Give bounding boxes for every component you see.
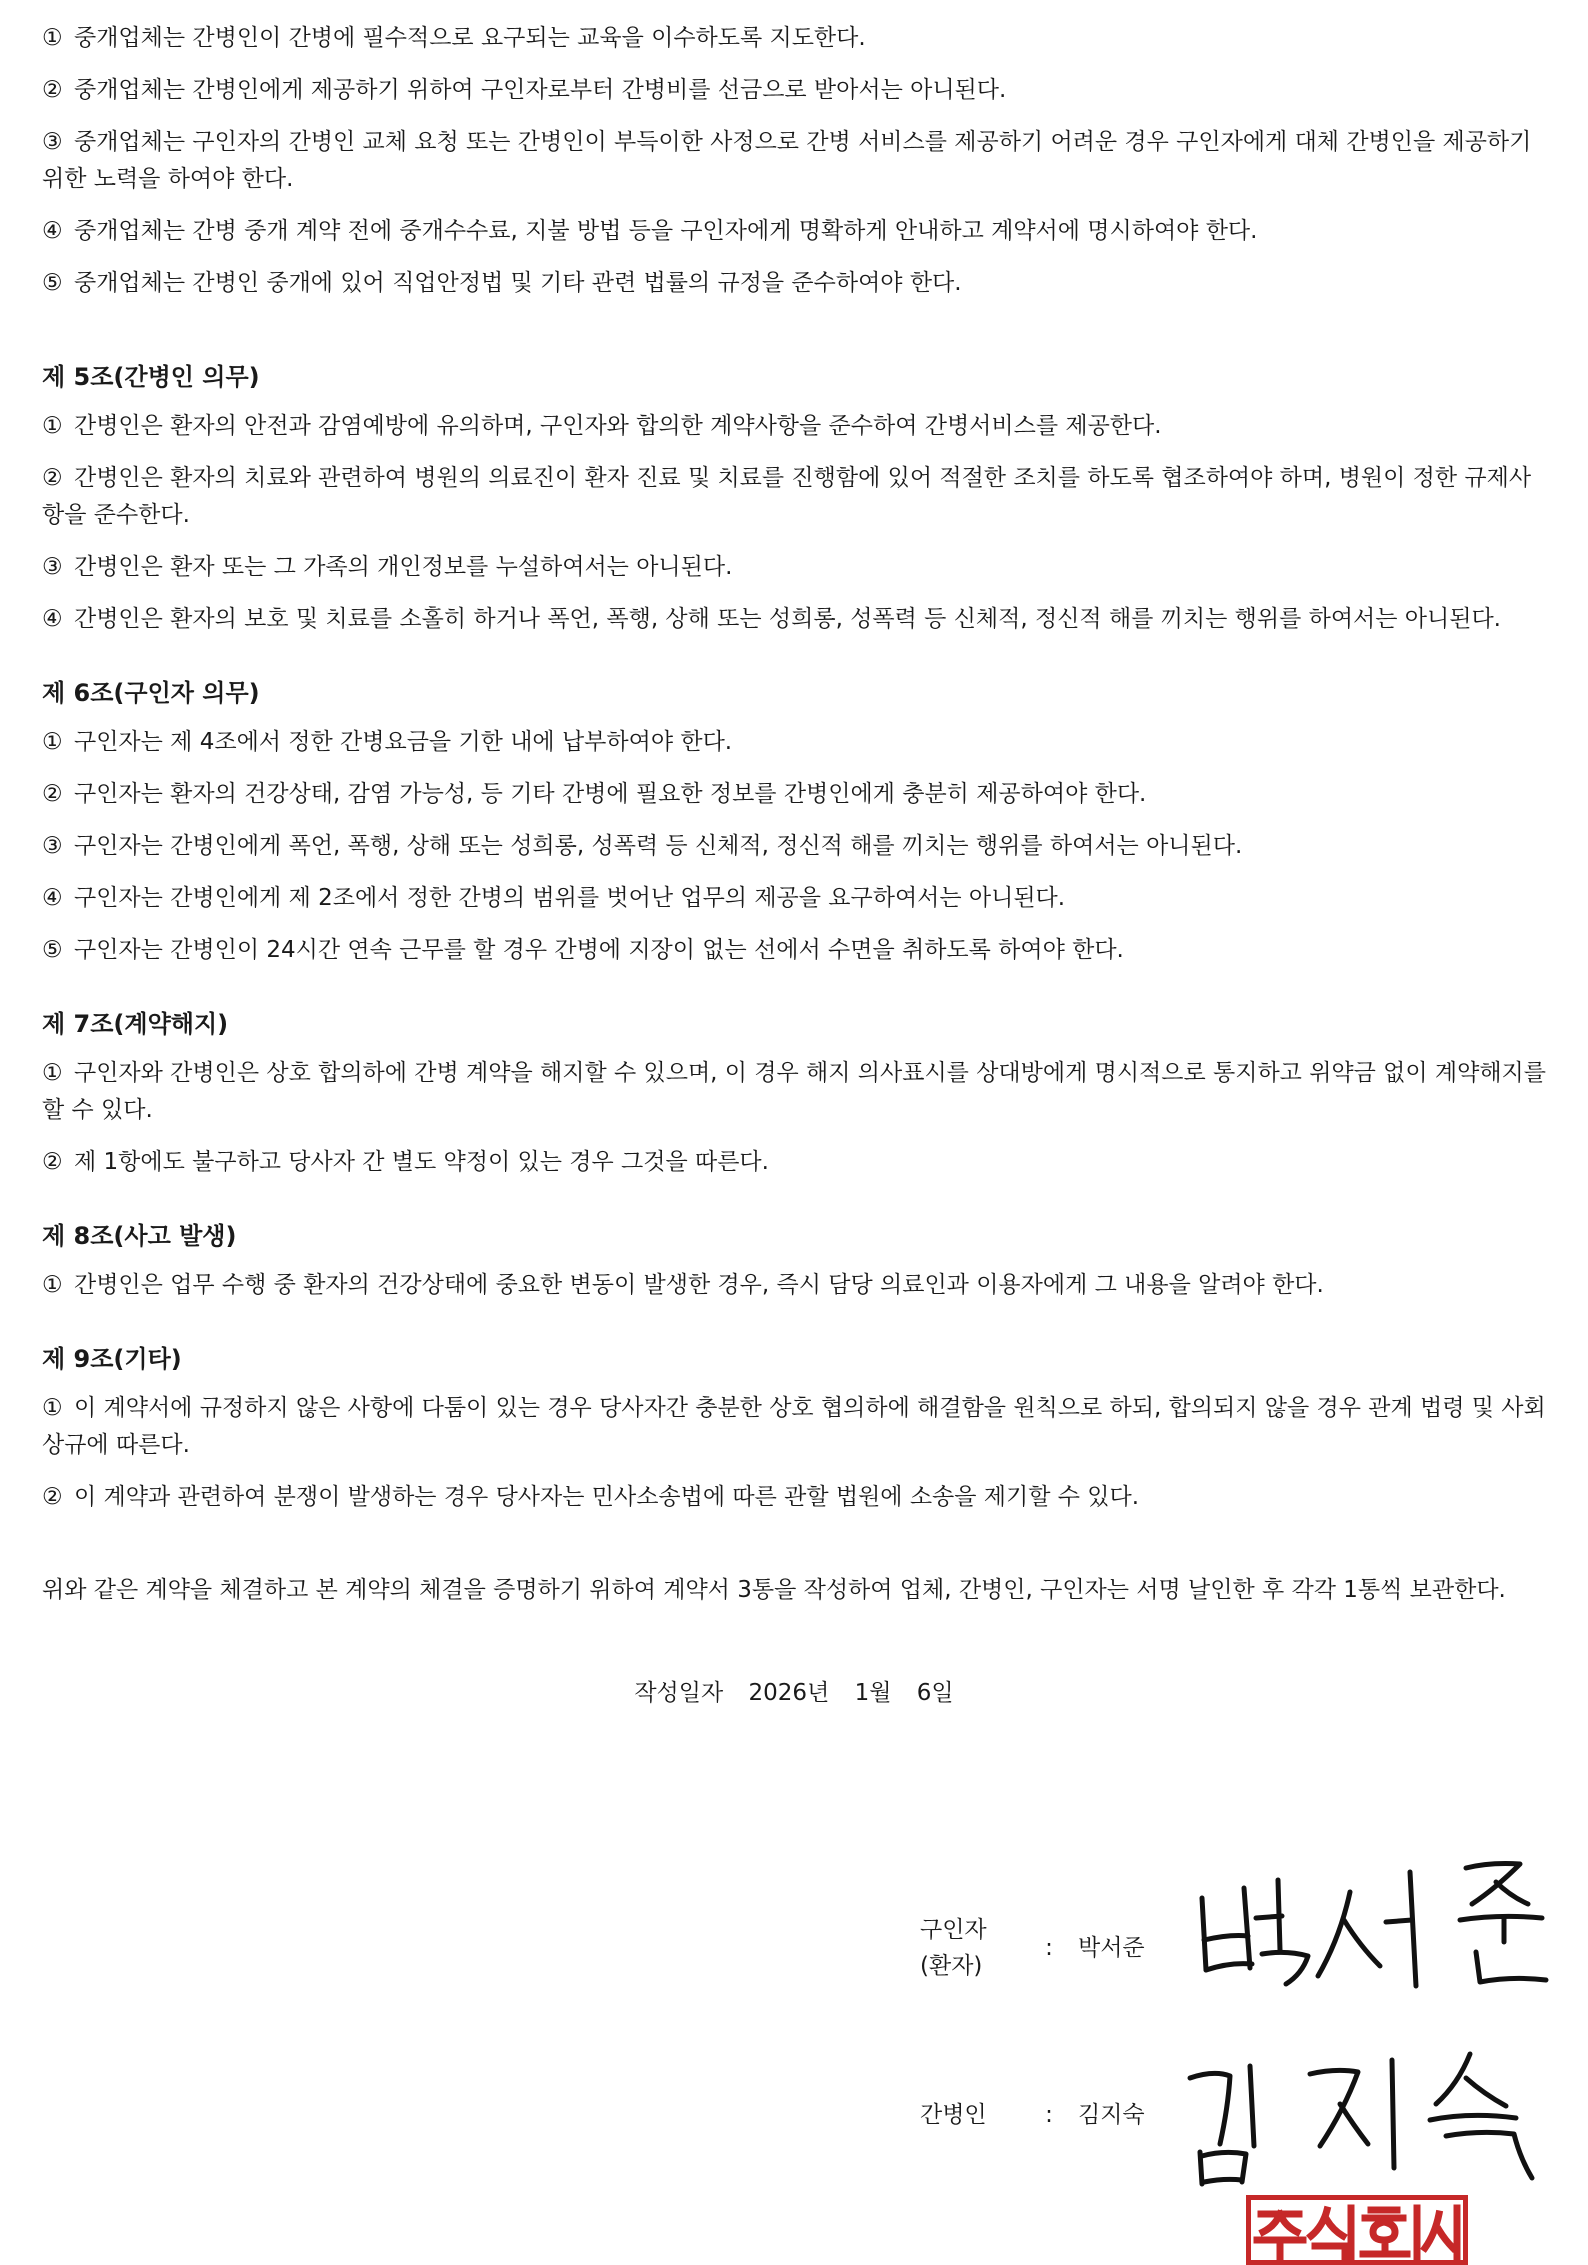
clause-item: ① 이 계약서에 규정하지 않은 사항에 다툼이 있는 경우 당사자간 충분한 상호 협의하에 해결함을 원칙으로 하되, 합의되지 않을 경우 관계 법령 및 사회상규에 따른다. xyxy=(42,1395,1546,1458)
caregiver-name: 김지숙 xyxy=(1078,2101,1145,2128)
date-line xyxy=(42,1674,1546,1707)
date-label: 작성일자 xyxy=(634,1680,724,1706)
clause-item: ③ 간병인은 환자 또는 그 가족의 개인정보를 누설하여서는 아니된다. xyxy=(42,554,733,580)
clause-item: ① 구인자는 제 4조에서 정한 간병요금을 기한 내에 납부하여야 한다. xyxy=(42,729,733,755)
clause-item: ⑤ 중개업체는 간병인 중개에 있어 직업안정법 및 기타 관련 법률의 규정을 준수하여야 한다. xyxy=(42,270,962,296)
clause-item: ② 간병인은 환자의 치료와 관련하여 병원의 의료진이 환자 진료 및 치료를 진행함에 있어 적절한 조치를 하도록 협조하여야 하며, 병원이 정한 규제사항을 준수한다. xyxy=(42,465,1532,528)
client-role: 구인자 (환자) xyxy=(920,1917,987,1979)
clause-item: ④ 구인자는 간병인에게 제 2조에서 정한 간병의 범위를 벗어난 업무의 제공을 요구하여서는 아니된다. xyxy=(42,885,1066,911)
clause-item: ④ 간병인은 환자의 보호 및 치료를 소홀히 하거나 폭언, 폭행, 상해 또는 성희롱, 성폭력 등 신체적, 정신적 해를 끼치는 행위를 하여서는 아니된다. xyxy=(42,606,1501,632)
caregiver-role: 간병인 xyxy=(920,2101,987,2128)
clause-item: ② 중개업체는 간병인에게 제공하기 위하여 구인자로부터 간병비를 선금으로 받아서는 아니된다. xyxy=(42,77,1007,103)
clause-item: ① 간병인은 업무 수행 중 환자의 건강상태에 중요한 변동이 발생한 경우, 즉시 담당 의료인과 이용자에게 그 내용을 알려야 한다. xyxy=(42,1272,1324,1298)
clause-item: ① 중개업체는 간병인이 간병에 필수적으로 요구되는 교육을 이수하도록 지도한다. xyxy=(42,25,866,51)
clause-item: ② 구인자는 환자의 건강상태, 감염 가능성, 등 기타 간병에 필요한 정보를 간병인에게 충분히 제공하여야 한다. xyxy=(42,781,1147,807)
clause-item: ③ 구인자는 간병인에게 폭언, 폭행, 상해 또는 성희롱, 성폭력 등 신체적, 정신적 해를 끼치는 행위를 하여서는 아니된다. xyxy=(42,833,1243,859)
closing-statement: 위와 같은 계약을 체결하고 본 계약의 체결을 증명하기 위하여 계약서 3통을 작성하여 업체, 간병인, 구인자는 서명 날인한 후 각각 1통씩 보관한다. xyxy=(42,1577,1506,1603)
client-signatory: 구인자 (환자) : 박서준 xyxy=(920,1912,1145,1984)
clause-item: ② 제 1항에도 불구하고 당사자 간 별도 약정이 있는 경우 그것을 따른다. xyxy=(42,1149,769,1175)
clause-item: ① 구인자와 간병인은 상호 합의하에 간병 계약을 해지할 수 있으며, 이 경우 해지 의사표시를 상대방에게 명시적으로 통지하고 위약금 없이 계약해지를 할 수 있다. xyxy=(42,1060,1546,1123)
section-7-title: 제 7조(계약해지) xyxy=(42,1010,229,1038)
section-8-title: 제 8조(사고 발생) xyxy=(42,1222,237,1250)
clause-item: ⑤ 구인자는 간병인이 24시간 연속 근무를 할 경우 간병에 지장이 없는 선에서 수면을 취하도록 하여야 한다. xyxy=(42,937,1124,963)
date-month: 1월 xyxy=(854,1680,892,1706)
seal-lettering-icon xyxy=(1251,2200,1463,2260)
company-seal xyxy=(1246,2195,1468,2265)
section-9-title: 제 9조(기타) xyxy=(42,1345,182,1373)
date-year: 2026년 xyxy=(748,1680,830,1706)
client-signature xyxy=(1190,1858,1560,1998)
client-name: 박서준 xyxy=(1078,1935,1145,1961)
section-6-title: 제 6조(구인자 의무) xyxy=(42,679,260,707)
date-day: 6일 xyxy=(916,1680,954,1706)
section-5-title: 제 5조(간병인 의무) xyxy=(42,363,260,391)
clause-item: ③ 중개업체는 구인자의 간병인 교체 요청 또는 간병인이 부득이한 사정으로 간병 서비스를 제공하기 어려운 경우 구인자에게 대체 간병인을 제공하기 위한 노력을 하여야 한다. xyxy=(42,129,1532,192)
section-4-items xyxy=(42,20,1546,302)
clause-item: ② 이 계약과 관련하여 분쟁이 발생하는 경우 당사자는 민사소송법에 따른 관할 법원에 소송을 제기할 수 있다. xyxy=(42,1484,1140,1510)
clause-item: ① 간병인은 환자의 안전과 감염예방에 유의하며, 구인자와 합의한 계약사항을 준수하여 간병서비스를 제공한다. xyxy=(42,413,1162,439)
caregiver-signatory: 간병인 : 김지숙 xyxy=(920,2096,1145,2133)
caregiver-signature xyxy=(1180,2048,1560,2188)
clause-item: ④ 중개업체는 간병 중개 계약 전에 중개수수료, 지불 방법 등을 구인자에게 명확하게 안내하고 계약서에 명시하여야 한다. xyxy=(42,218,1258,244)
